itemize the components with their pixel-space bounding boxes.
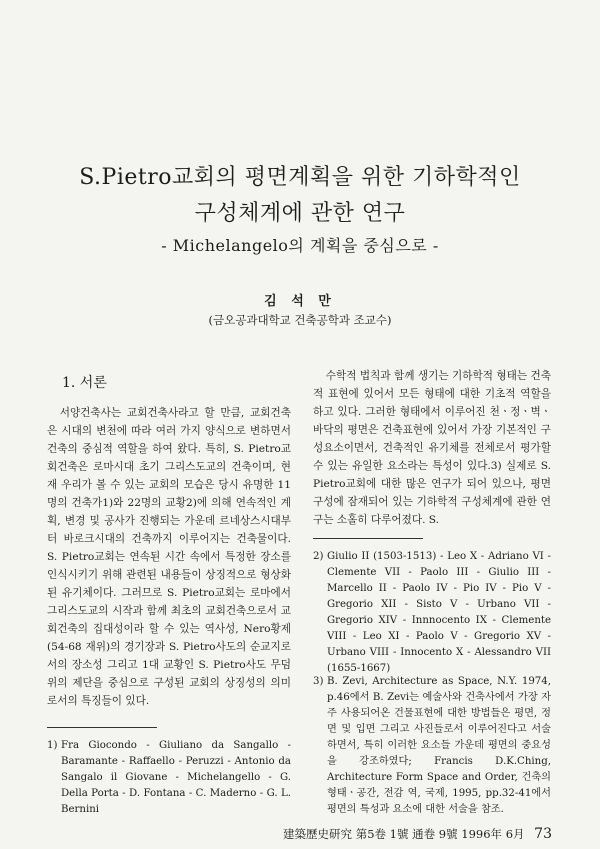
left-column-body — [47, 404, 291, 710]
author-name: 김 석 만 — [264, 294, 336, 309]
footnote-rule-left — [47, 727, 157, 728]
journal-citation: 建築歷史研究 第5卷 1號 通卷 9號 1996年 6月 — [283, 827, 525, 841]
body-paragraph: 수학적 법칙과 함께 생기는 기하학적 형태는 건축적 표현에 있어서 모든 형태에 대한 기초적 역할을 하고 있다. 그러한 형태에서 이루어진 천ㆍ정ㆍ벽ㆍ바닥의 평면은 건축표현에 있어서 가장 기본적인 구성요소이면서, 건축적인 유기체를 전체로서 평가할 수 있는 유일한 요소라는 특성이 있다.3) 실제로 S. Pietro교회에 대한 많은 연구가 되어 있으나, 평면구성에 잠재되어 있는 기하학적 구성체계에 관한 연구는 소홀히 다루어졌다. S. — [313, 370, 551, 526]
paper-subtitle: - Michelangelo의 계획을 중심으로 - — [161, 236, 439, 255]
page-number: 73 — [534, 826, 552, 842]
title-line-2: 구성체계에 관한 연구 — [194, 201, 406, 226]
section-heading: 1. 서론 — [62, 375, 107, 391]
footnote-2 — [313, 549, 551, 677]
footnote-number: 2) — [313, 551, 324, 562]
footnote-text: B. Zevi, Architecture as Space, N.Y. 1974, p.46에서 B. Zevi는 예술사와 건축사에서 가장 자주 사용되어온 건물표현에 대한 방법들은 평면, 정면 및 입면 그리고 사진들로서 이루어진다고 서술하면서, 특히 이러한 요소들 가운데 평면의 중요성을 강조하였다; Francis D.K.Ching, Architecture Form Space and Order, 건축의 형태ㆍ공간, 전감 역, 국제, 1995, pp.32-41에서 평면의 특성과 요소에 대한 서술을 참조. — [327, 676, 551, 815]
footnote-number: 3) — [313, 676, 324, 687]
title-line-1: S.Pietro교회의 평면계획을 위한 기하학적인 — [79, 165, 521, 190]
footnote-rule-right — [313, 538, 423, 539]
footnote-3 — [313, 674, 551, 818]
right-column-body — [313, 367, 551, 529]
paper-title — [40, 160, 560, 232]
page-footer — [283, 826, 552, 842]
footnote-1 — [47, 738, 291, 818]
footnote-number: 1) — [47, 740, 58, 751]
footnote-text: Giulio II (1503-1513) - Leo X - Adriano VI - Clemente VII - Paolo III - Giulio III - Marcello II - Paolo IV - Pio IV - Pio V - Gregorio XII - Sisto V - Urbano VII - Gregorio XIV - Innnocento IX - Clemente VIII - Leo XI - Paolo V - Gregorio XV - Urbano VIII - Innocento X - Alessandro VII (1655-1667) — [327, 551, 551, 674]
body-paragraph: 서양건축사는 교회건축사라고 할 만큼, 교회건축은 시대의 변천에 따라 여러 가지 양식으로 변하면서 건축의 중심적 역할을 하여 왔다. 특히, S. Pietro교회건축은 로마시대 초기 그리스도교의 건축이며, 현재 우리가 볼 수 있는 교회의 모습은 당시 유명한 11명의 건축가1)와 22명의 교황2)에 의해 연속적인 계획, 변경 및 공사가 진행되는 가운데 르네상스시대부터 바로크시대의 건축까지 이루어지는 건축물이다. S. Pietro교회는 연속된 시간 속에서 특정한 장소를 인식시키기 위해 관련된 내용들이 상징적으로 형상화된 유기체이다. 그러므로 S. Pietro교회는 로마에서 그리스도교의 시작과 함께 최초의 교회건축으로서 교회건축의 집대성이라 할 수 있는 역사성, Nero황제(54-68 재위)의 경기장과 S. Pietro사도의 순교지로서의 장소성 그리고 1대 교황인 S. Pietro사도 무덤 위의 제단을 중심으로 구성된 교회의 상징성의 의미로서의 특징들이 있다. — [47, 407, 291, 707]
footnote-text: Fra Giocondo - Giuliano da Sangallo - Baramante - Raffaello - Peruzzi - Antonio da Sangalo il Giovane - Michelangello - G. Della Porta - D. Fontana - C. Maderno - G. L. Bernini — [61, 740, 291, 815]
author-affiliation: (금오공과대학교 건축공학과 조교수) — [208, 313, 392, 327]
